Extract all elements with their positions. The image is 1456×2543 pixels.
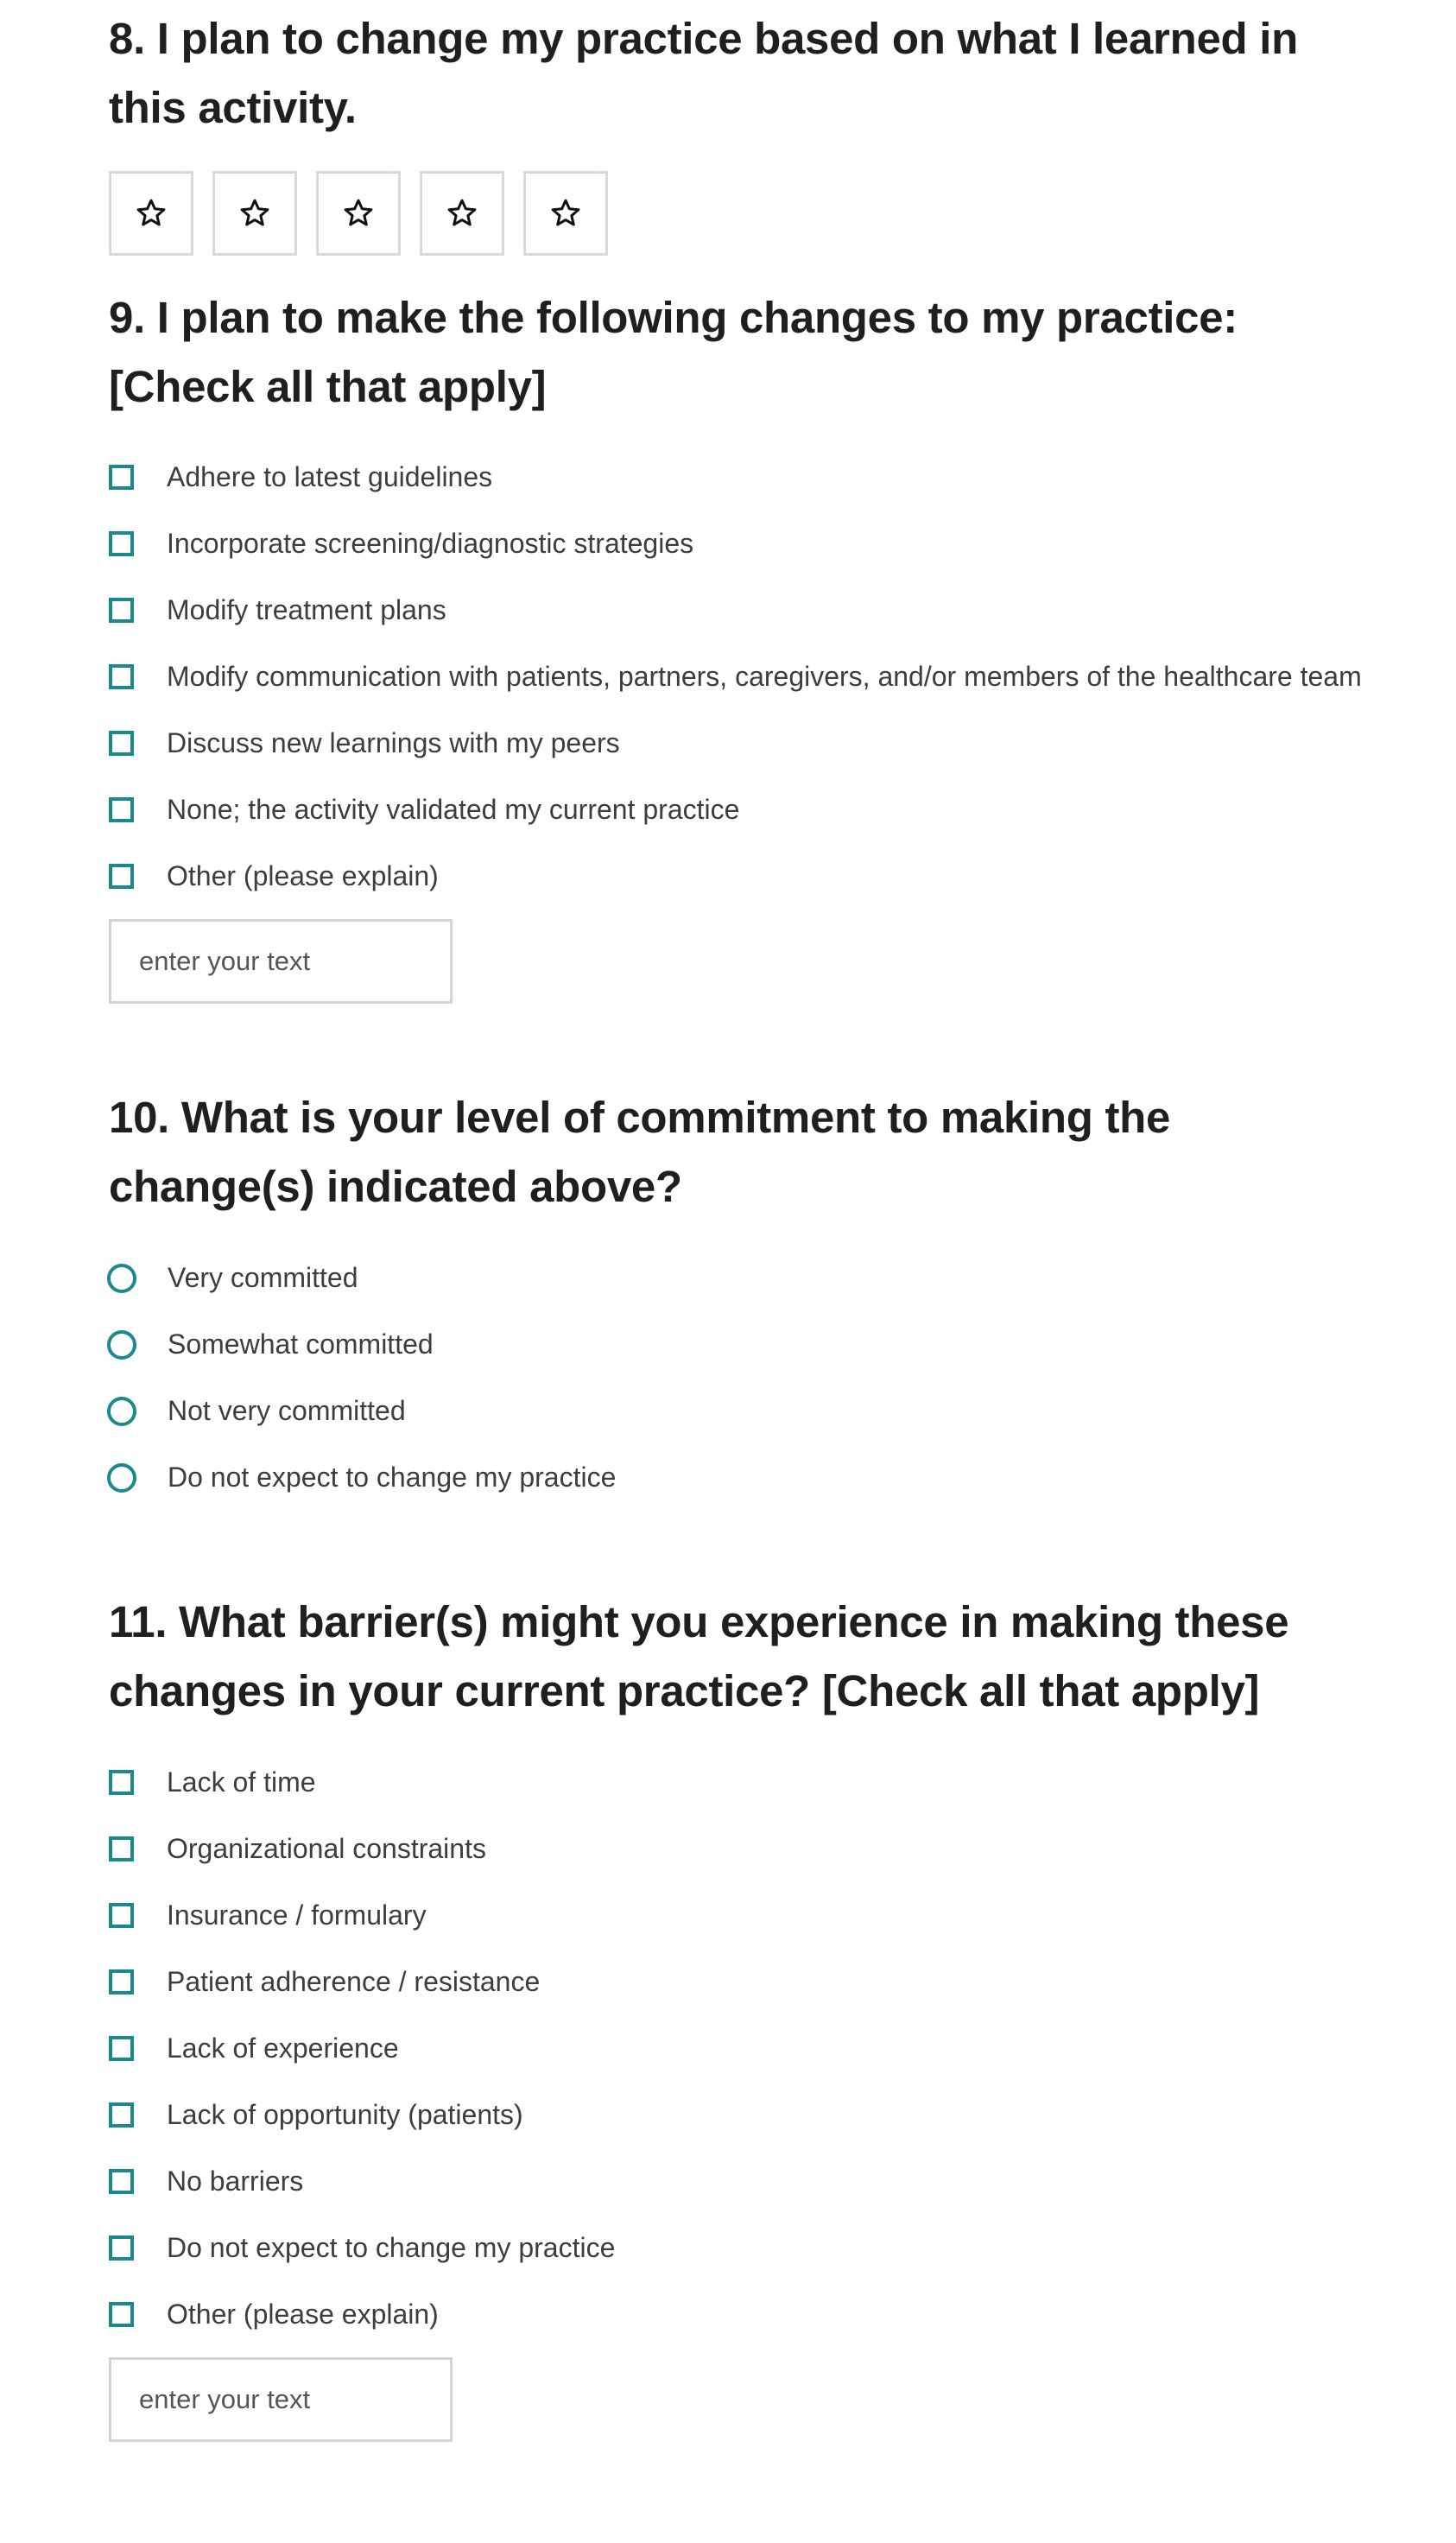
checkbox-option[interactable] <box>109 2015 615 2082</box>
checkbox-option[interactable] <box>109 1749 615 1816</box>
option-label: Somewhat committed <box>168 1329 434 1360</box>
checkbox-option-other[interactable] <box>109 2281 615 2348</box>
checkbox[interactable] <box>109 1969 134 1994</box>
checkbox[interactable] <box>109 2169 134 2194</box>
checkbox-option[interactable] <box>109 777 1362 843</box>
option-label: Lack of experience <box>167 2032 399 2064</box>
checkbox[interactable] <box>109 1770 134 1795</box>
question-10-title: 10. What is your level of commitment to making the change(s) indicated above? <box>109 1093 1171 1211</box>
checkbox-option[interactable] <box>109 644 1362 710</box>
radio-option[interactable] <box>109 1245 616 1311</box>
question-11-other-input[interactable] <box>109 2357 453 2442</box>
star-rating-4[interactable] <box>420 171 504 256</box>
checkbox-option-other[interactable] <box>109 843 1362 910</box>
checkbox[interactable] <box>109 664 134 689</box>
option-label: No barriers <box>167 2166 304 2197</box>
radio-option[interactable] <box>109 1378 616 1444</box>
star-rating <box>109 171 608 256</box>
option-label: Not very committed <box>168 1395 406 1426</box>
checkbox[interactable] <box>109 864 134 889</box>
option-label: Other (please explain) <box>167 2299 439 2330</box>
checkbox-option[interactable] <box>109 710 1362 777</box>
question-8-title: 8. I plan to change my practice based on what I learned in this activity. <box>109 14 1298 132</box>
option-label: Insurance / formulary <box>167 1899 427 1931</box>
radio-button[interactable] <box>107 1463 136 1493</box>
option-label: Do not expect to change my practice <box>167 2232 616 2263</box>
checkbox[interactable] <box>109 797 134 822</box>
star-outline-icon <box>549 197 582 230</box>
checkbox-option[interactable] <box>109 2082 615 2148</box>
checkbox-option[interactable] <box>109 2148 615 2215</box>
checkbox[interactable] <box>109 2302 134 2327</box>
checkbox[interactable] <box>109 2036 134 2061</box>
option-label: Adhere to latest guidelines <box>167 461 493 492</box>
checkbox[interactable] <box>109 465 134 490</box>
radio-button[interactable] <box>107 1330 136 1360</box>
radio-option[interactable] <box>109 1444 616 1511</box>
star-rating-1[interactable] <box>109 171 193 256</box>
option-label: Incorporate screening/diagnostic strategies <box>167 528 694 559</box>
question-10-options <box>109 1245 616 1511</box>
checkbox-option[interactable] <box>109 444 1362 511</box>
checkbox[interactable] <box>109 1903 134 1928</box>
star-rating-5[interactable] <box>523 171 608 256</box>
checkbox-option[interactable] <box>109 577 1362 644</box>
star-rating-3[interactable] <box>316 171 401 256</box>
star-outline-icon <box>135 197 168 230</box>
checkbox-option[interactable] <box>109 1949 615 2015</box>
checkbox-option[interactable] <box>109 2215 615 2281</box>
question-9-other-input[interactable] <box>109 919 453 1004</box>
option-label: Lack of time <box>167 1766 316 1798</box>
checkbox[interactable] <box>109 731 134 756</box>
checkbox[interactable] <box>109 531 134 556</box>
option-label: Other (please explain) <box>167 860 439 891</box>
option-label: Organizational constraints <box>167 1833 486 1864</box>
star-rating-2[interactable] <box>212 171 297 256</box>
option-label: Do not expect to change my practice <box>168 1462 617 1493</box>
option-label: Very committed <box>168 1262 358 1293</box>
radio-option[interactable] <box>109 1311 616 1378</box>
option-label: Discuss new learnings with my peers <box>167 727 620 758</box>
star-outline-icon <box>238 197 271 230</box>
checkbox[interactable] <box>109 598 134 623</box>
star-outline-icon <box>342 197 375 230</box>
option-label: Modify communication with patients, partners, caregivers, and/or members of the healthcare team <box>167 661 1362 692</box>
star-outline-icon <box>446 197 478 230</box>
option-label: None; the activity validated my current practice <box>167 794 740 825</box>
checkbox-option[interactable] <box>109 511 1362 577</box>
question-9-title: 9. I plan to make the following changes to my practice: [Check all that apply] <box>109 293 1238 411</box>
option-label: Modify treatment plans <box>167 594 446 625</box>
option-label: Lack of opportunity (patients) <box>167 2099 523 2130</box>
checkbox-option[interactable] <box>109 1882 615 1949</box>
checkbox[interactable] <box>109 2235 134 2261</box>
question-9-options <box>109 444 1362 910</box>
question-11-options <box>109 1749 615 2348</box>
option-label: Patient adherence / resistance <box>167 1966 541 1997</box>
checkbox-option[interactable] <box>109 1816 615 1882</box>
radio-button[interactable] <box>107 1397 136 1426</box>
question-11-title: 11. What barrier(s) might you experience in making these changes in your current practice? [Check all that apply] <box>109 1597 1289 1715</box>
radio-button[interactable] <box>107 1264 136 1293</box>
checkbox[interactable] <box>109 1836 134 1861</box>
checkbox[interactable] <box>109 2102 134 2128</box>
